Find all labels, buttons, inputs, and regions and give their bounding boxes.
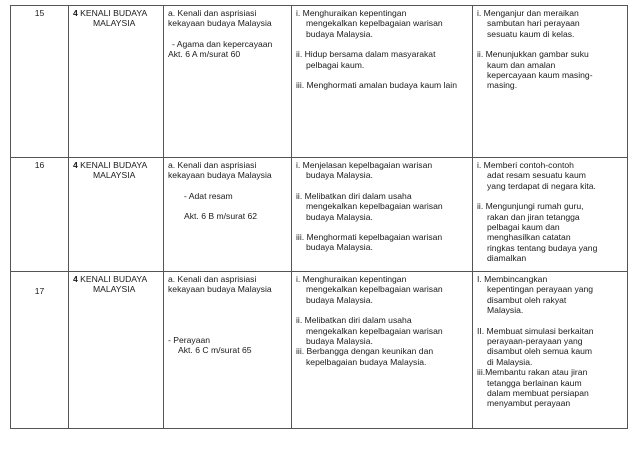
standard-cell: a. Kenali dan asprisiasi kekayaan budaya Malaysia - Agama dan kepercayaan Akt. 6 A m/surat 60 <box>164 6 292 158</box>
theme-cell: 4 KENALI BUDAYA MALAYSIA <box>69 158 164 272</box>
objectives-cell: i. Menghuraikan kepentingan mengekalkan kepelbagaian warisan budaya Malaysia. ii. Hidup bersama dalam masyarakat pelbagai kaum. iii. Menghormati amalan budaya kaum lain <box>292 6 473 158</box>
theme-cell: 4 KENALI BUDAYA MALAYSIA <box>69 6 164 158</box>
week-cell: 15 <box>11 6 69 158</box>
lesson-plan-table <box>10 5 628 429</box>
table-row <box>11 6 628 158</box>
activities-cell: i. Menganjur dan meraikan sambutan hari perayaan sesuatu kaum di kelas. ii. Menunjukkan gambar suku kaum dan amalan kepercayaan kaum masing- masing. <box>473 6 628 158</box>
activities-cell: i. Memberi contoh-contoh adat resam sesuatu kaum yang terdapat di negara kita. ii. Mengunjungi rumah guru, rakan dan jiran tetangga pelbagai kaum dan menghasilkan catatan ringkas tentang budaya yang diamalkan <box>473 158 628 272</box>
week-cell: 17 <box>11 272 69 429</box>
objectives-cell: i. Menjelasan kepelbagaian warisan budaya Malaysia. ii. Melibatkan diri dalam usaha mengekalkan kepelbagaian warisan budaya Malaysia. iii. Menghormati kepelbagaian warisan budaya Malaysia. <box>292 158 473 272</box>
objectives-cell: i. Menghuraikan kepentingan mengekalkan kepelbagaian warisan budaya Malaysia. ii. Melibatkan diri dalam usaha mengekalkan kepelbagaian warisan budaya Malaysia. iii. Berbangga dengan keunikan dan kepelbagaian budaya Malaysia. <box>292 272 473 429</box>
theme-cell: 4 KENALI BUDAYA MALAYSIA <box>69 272 164 429</box>
week-cell: 16 <box>11 158 69 272</box>
table-row <box>11 272 628 429</box>
standard-cell: a. Kenali dan asprisiasi kekayaan budaya Malaysia - Perayaan Akt. 6 C m/surat 65 <box>164 272 292 429</box>
activities-cell: I. Membincangkan kepentingan perayaan yang disambut oleh rakyat Malaysia. II. Membuat simulasi berkaitan perayaan-perayaan yang disambut oleh semua kaum di Malaysia. iii.Membantu rakan atau jiran tetangga berlainan kaum dalam membuat persiapan menyambut perayaan <box>473 272 628 429</box>
table-row <box>11 158 628 272</box>
standard-cell: a. Kenali dan asprisiasi kekayaan budaya Malaysia - Adat resam Akt. 6 B m/surat 62 <box>164 158 292 272</box>
